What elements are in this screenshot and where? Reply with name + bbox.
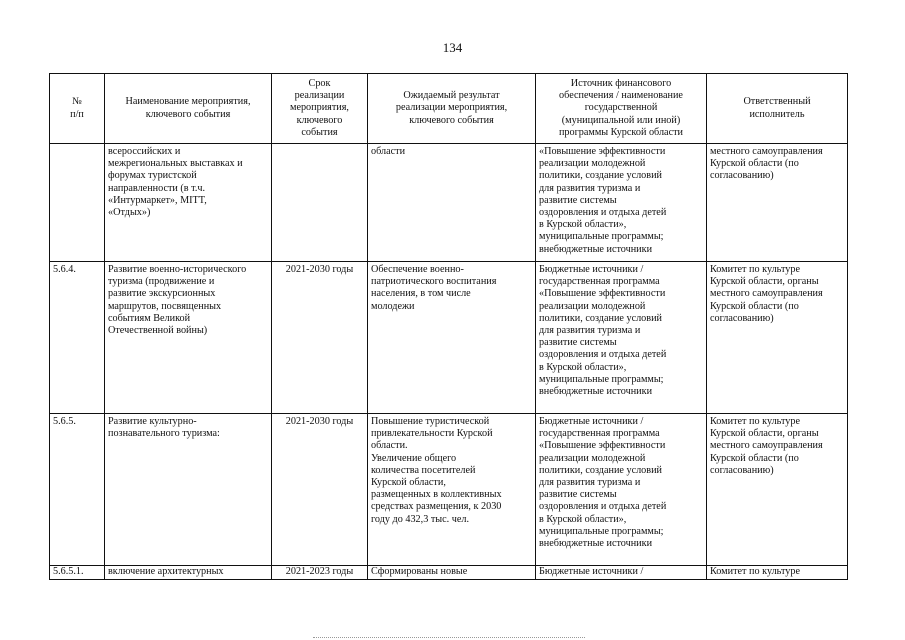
row-expected-result: Сформированы новые bbox=[368, 566, 536, 580]
row-term: 2021-2023 годы bbox=[272, 566, 368, 580]
row-executor: местного самоуправления Курской области (по согласованию) bbox=[707, 144, 848, 262]
header-number: № п/п bbox=[50, 74, 105, 144]
header-term: Срок реализации мероприятия, ключевого события bbox=[272, 74, 368, 144]
row-funding-source: Бюджетные источники / государственная программа «Повышение эффективности реализации молодежной политики, создание условий для развития туризма и развитие системы оздоровления и отдыха детей в Курской области», муниципальные программы; внебюджетные источники bbox=[536, 414, 707, 566]
row-funding-source: Бюджетные источники / государственная программа «Повышение эффективности реализации молодежной политики, создание условий для развития туризма и развитие системы оздоровления и отдыха детей в Курской области», муниципальные программы; внебюджетные источники bbox=[536, 262, 707, 414]
row-term bbox=[272, 144, 368, 262]
table-row bbox=[50, 262, 848, 414]
row-expected-result: Обеспечение военно- патриотического воспитания населения, в том числе молодежи bbox=[368, 262, 536, 414]
activities-table bbox=[49, 73, 848, 580]
row-number bbox=[50, 144, 105, 262]
header-activity-name: Наименование мероприятия, ключевого события bbox=[105, 74, 272, 144]
scan-artifact-line bbox=[313, 637, 585, 638]
row-activity-name: Развитие культурно- познавательного туризма: bbox=[105, 414, 272, 566]
row-activity-name: Развитие военно-исторического туризма (продвижение и развитие экскурсионных маршрутов, посвященных событиям Великой Отечественной войны) bbox=[105, 262, 272, 414]
header-expected-result: Ожидаемый результат реализации мероприятия, ключевого события bbox=[368, 74, 536, 144]
row-number: 5.6.4. bbox=[50, 262, 105, 414]
row-expected-result: области bbox=[368, 144, 536, 262]
row-funding-source: Бюджетные источники / bbox=[536, 566, 707, 580]
row-number: 5.6.5.1. bbox=[50, 566, 105, 580]
header-funding-source: Источник финансового обеспечения / наименование государственной (муниципальной или иной) программы Курской области bbox=[536, 74, 707, 144]
row-term: 2021-2030 годы bbox=[272, 414, 368, 566]
row-funding-source: «Повышение эффективности реализации молодежной политики, создание условий для развития туризма и развитие системы оздоровления и отдыха детей в Курской области», муниципальные программы; внебюджетные источники bbox=[536, 144, 707, 262]
table-row bbox=[50, 566, 848, 580]
page-number: 134 bbox=[442, 40, 463, 55]
row-executor: Комитет по культуре bbox=[707, 566, 848, 580]
row-activity-name: всероссийских и межрегиональных выставках и форумах туристской направленности (в т.ч. «Интурмаркет», МITT, «Отдых») bbox=[105, 144, 272, 262]
table-row bbox=[50, 144, 848, 262]
table-header-row bbox=[50, 74, 848, 144]
row-expected-result: Повышение туристической привлекательности Курской области. Увеличение общего количества посетителей Курской области, размещенных в коллективных средствах размещения, к 2030 году до 432,3 тыс. чел. bbox=[368, 414, 536, 566]
row-executor: Комитет по культуре Курской области, органы местного самоуправления Курской области (по согласованию) bbox=[707, 262, 848, 414]
row-activity-name: включение архитектурных bbox=[105, 566, 272, 580]
row-executor: Комитет по культуре Курской области, органы местного самоуправления Курской области (по согласованию) bbox=[707, 414, 848, 566]
table-row bbox=[50, 414, 848, 566]
header-executor: Ответственный исполнитель bbox=[707, 74, 848, 144]
row-term: 2021-2030 годы bbox=[272, 262, 368, 414]
row-number: 5.6.5. bbox=[50, 414, 105, 566]
